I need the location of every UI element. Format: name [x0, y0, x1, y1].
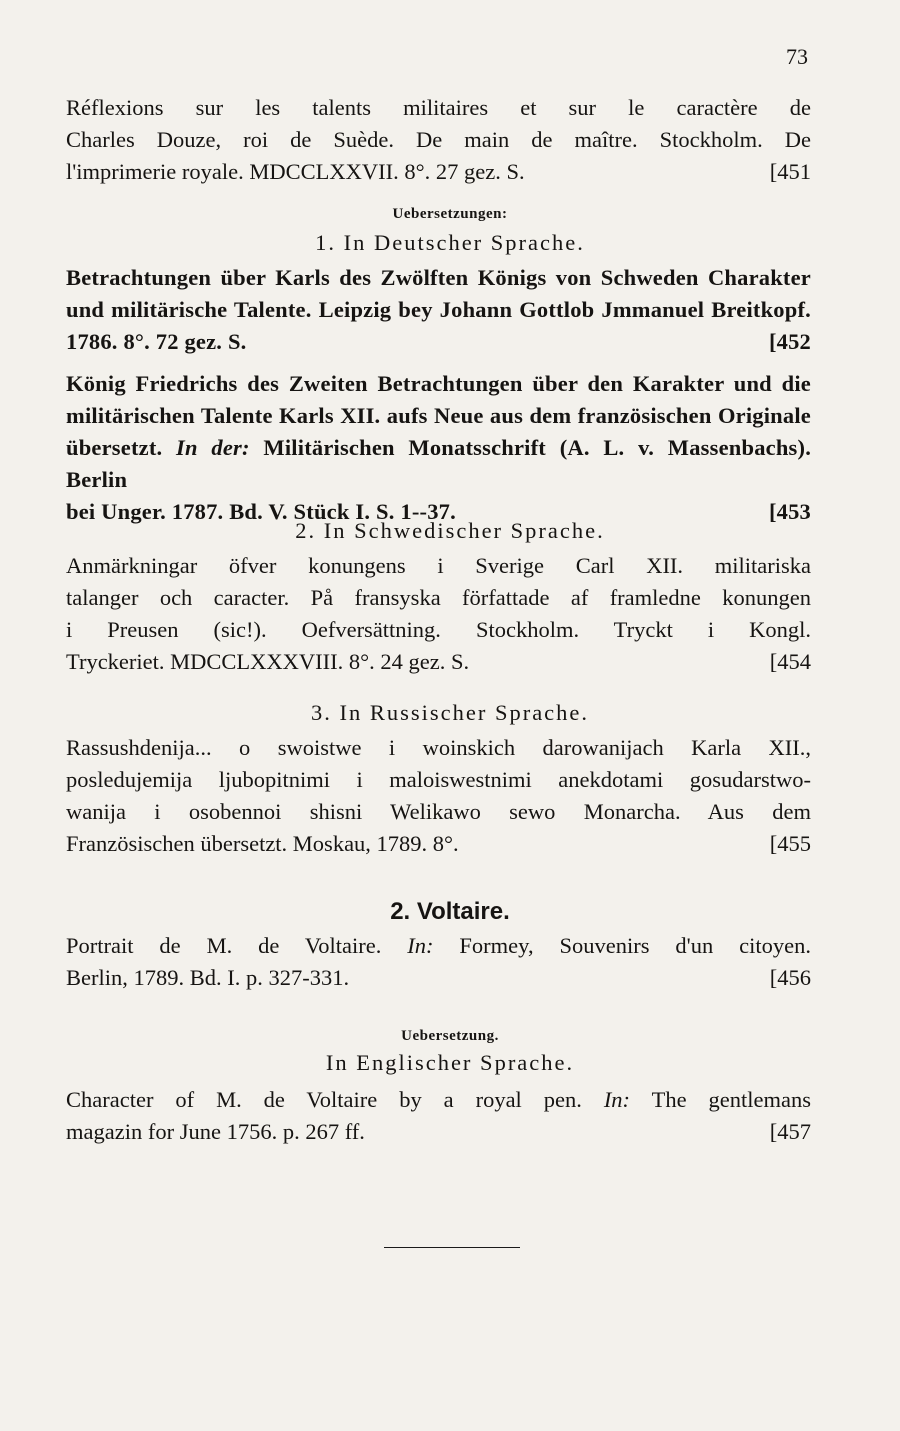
entry-line-last [66, 828, 811, 860]
entry-number: [456 [769, 965, 811, 990]
entry-line: wanija i osobennoi shisni Welikawo sewo Monarcha. Aus dem [66, 799, 811, 824]
entry-text: bei Unger. 1787. Bd. V. Stück I. S. 1--37. [66, 499, 456, 524]
entry-number: [454 [769, 649, 811, 674]
entry-number: [457 [769, 1119, 811, 1144]
bibliography-entry-455 [66, 732, 811, 860]
entry-number: [453 [768, 499, 811, 524]
bibliography-entry-456 [66, 930, 811, 994]
closing-rule [384, 1247, 520, 1248]
entry-text: Tryckeriet. MDCCLXXXVIII. 8°. 24 gez. S. [66, 649, 470, 674]
in-label: In der: [176, 435, 250, 460]
entry-text: Berlin, 1789. Bd. I. p. 327-331. [66, 965, 350, 990]
entry-line-last [66, 326, 811, 358]
language-heading-russian: 3. In Russischer Sprache. [310, 700, 590, 725]
entry-text: Französischen übersetzt. Moskau, 1789. 8°. [66, 831, 459, 856]
entry-text: The gentlemans [651, 1087, 812, 1112]
entry-line-last [66, 646, 811, 678]
entry-text: l'imprimerie royale. MDCCLXXVII. 8°. 27 gez. S. [66, 159, 525, 184]
in-label: In: [407, 933, 434, 958]
language-heading-german: 1. In Deutscher Sprache. [315, 230, 585, 255]
section-heading-voltaire: 2. Voltaire. [390, 898, 510, 925]
entry-line: posledujemija ljubopitnimi i maloiswestnimi anekdotami gosudarstwo- [66, 767, 811, 792]
bibliography-entry-457 [66, 1084, 811, 1148]
entry-text: Militärischen Monatsschrift (A. L. v. Massenbachs). Berlin [66, 435, 812, 492]
entry-line: Betrachtungen über Karls des Zwölften Königs von Schweden Charakter [66, 265, 811, 290]
entry-line [66, 432, 811, 496]
entry-line: militärischen Talente Karls XII. aufs Neue aus dem französischen Originale [66, 403, 811, 428]
entry-line: Rassushdenija... o swoistwe i woinskich darowanijach Karla XII., [66, 735, 811, 760]
bibliography-entry-451 [66, 92, 811, 188]
entry-line: König Friedrichs des Zweiten Betrachtungen über den Karakter und die [66, 371, 811, 396]
language-heading-english: In Englischer Sprache. [325, 1050, 575, 1075]
entry-number: [452 [768, 329, 811, 354]
entry-line: talanger och caracter. På fransyska författade af framledne konungen [66, 585, 811, 610]
translations-heading: Uebersetzungen: [392, 206, 508, 222]
entry-line-last [66, 156, 811, 188]
entry-number: [455 [769, 831, 811, 856]
bibliography-entry-453 [66, 368, 811, 528]
entry-text: magazin for June 1756. p. 267 ff. [66, 1119, 365, 1144]
page-number: 73 [786, 44, 808, 69]
bibliography-entry-452 [66, 262, 811, 358]
entry-line-last [66, 962, 811, 994]
in-label: In: [603, 1087, 631, 1112]
entry-line: Anmärkningar öfver konungens i Sverige Carl XII. militariska [66, 553, 811, 578]
bibliography-entry-454 [66, 550, 811, 678]
entry-number: [451 [769, 159, 811, 184]
entry-line [66, 930, 811, 962]
entry-line-last [66, 1116, 811, 1148]
entry-line: Réflexions sur les talents militaires et sur le caractère de [66, 95, 811, 120]
entry-text: 1786. 8°. 72 gez. S. [66, 329, 247, 354]
entry-line [66, 1084, 811, 1116]
entry-text: übersetzt. [66, 435, 163, 460]
translation-heading: Uebersetzung. [401, 1028, 499, 1044]
entry-line: und militärische Talente. Leipzig bey Johann Gottlob Jmmanuel Breitkopf. [66, 297, 811, 322]
entry-text: Formey, Souvenirs d'un citoyen. [459, 933, 811, 958]
entry-line: i Preusen (sic!). Oefversättning. Stockholm. Tryckt i Kongl. [66, 617, 811, 642]
language-heading-swedish: 2. In Schwedischer Sprache. [295, 518, 605, 543]
entry-text: Character of M. de Voltaire by a royal pen. [66, 1087, 582, 1112]
entry-line: Charles Douze, roi de Suède. De main de maître. Stockholm. De [66, 127, 811, 152]
entry-text: Portrait de M. de Voltaire. [66, 933, 382, 958]
